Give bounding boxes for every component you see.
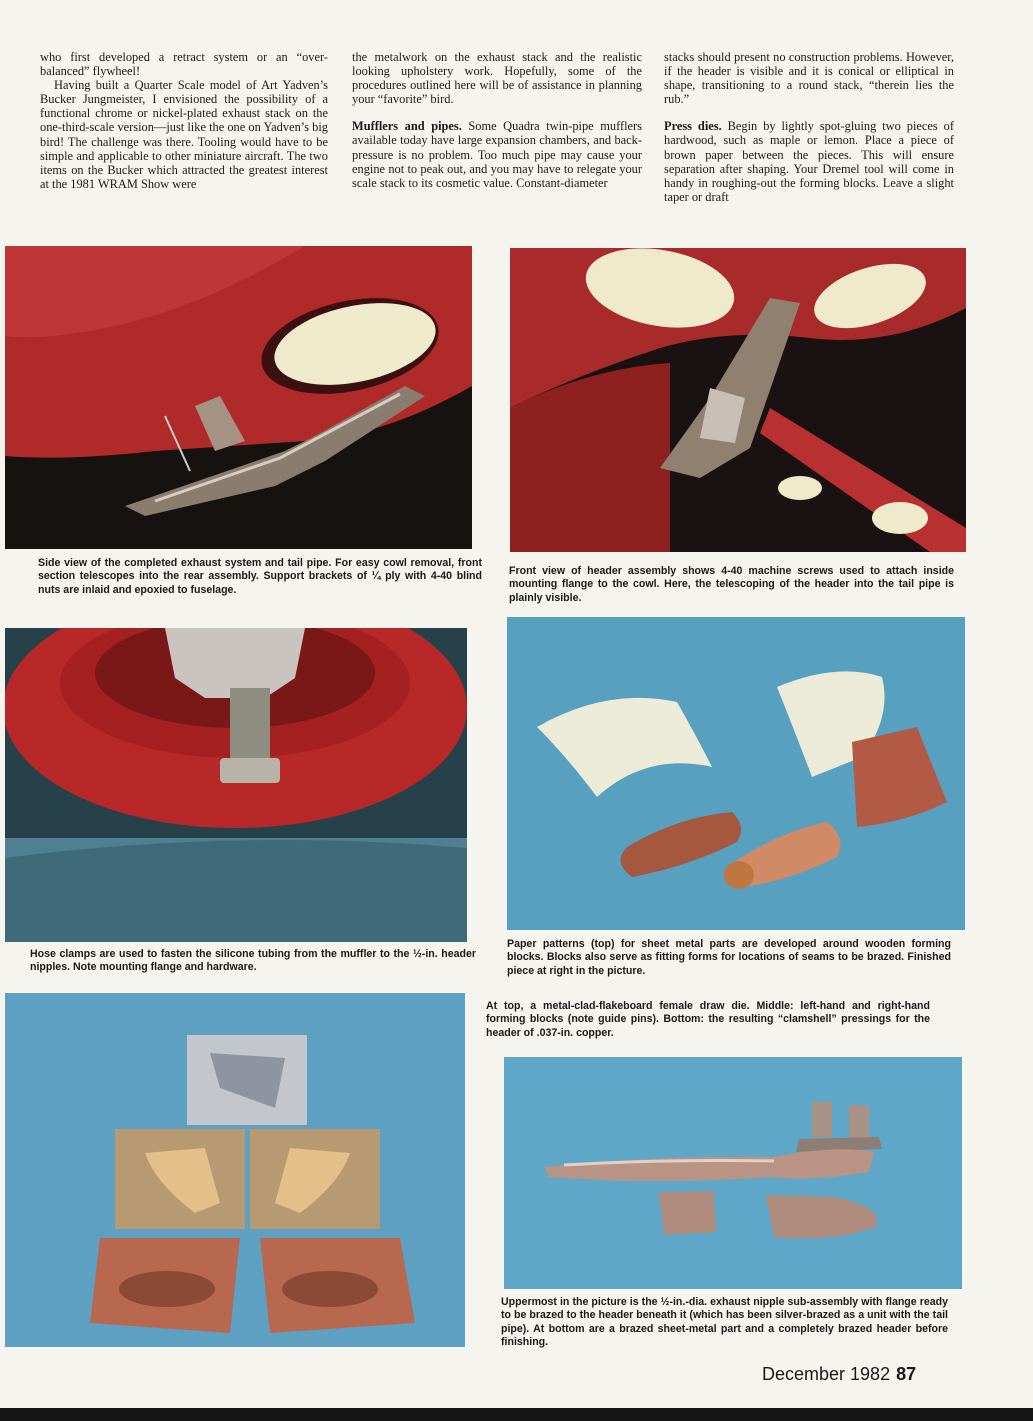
text-column-1 (40, 50, 328, 191)
page-edge (0, 1408, 1033, 1421)
text-column-2 (352, 50, 642, 190)
caption-paper-patterns: Paper patterns (top) for sheet metal parts are developed around wooden forming blocks. Blocks also serve as fitting forms for locations of seams to be brazed. Finished piece at right in the picture. (507, 938, 951, 977)
section-heading: Mufflers and pipes. (352, 119, 462, 134)
caption-front-view: Front view of header assembly shows 4-40 machine screws used to attach inside mounting flange to the cowl. Here, the telescoping of the header into the tail pipe is plainly visible. (509, 565, 954, 604)
photo-draw-die (5, 993, 465, 1347)
caption-draw-die: At top, a metal-clad-flakeboard female draw die. Middle: left-hand and right-hand forming blocks (note guide pins). Bottom: the resulting “clamshell” pressings for the header of .037-in. copper. (486, 1000, 930, 1039)
photo-hose-clamps (5, 628, 467, 942)
text-column-3 (664, 50, 954, 204)
paragraph: the metalwork on the exhaust stack and the realistic looking upholstery work. Hopefully, some of the procedures outlined here will be of assistance in planning your “favorite” bird. (352, 50, 642, 107)
page-number: 87 (896, 1364, 917, 1384)
caption-exhaust-nipple: Uppermost in the picture is the ½-in.-dia. exhaust nipple sub-assembly with flange ready to be brazed to the header beneath it (which has been silver-brazed as a unit with the tail pipe). At bottom are a brazed sheet-metal part and a completely brazed header before finishing. (501, 1296, 948, 1349)
issue-date: December 1982 (762, 1364, 891, 1384)
paragraph: stacks should present no construction problems. However, if the header is visible and it is conical or elliptical in shape, transitioning to a round stack, “therein lies the rub.” (664, 50, 954, 107)
section-heading: Press dies. (664, 119, 722, 134)
page-footer (762, 1364, 916, 1385)
paragraph: Having built a Quarter Scale model of Art Yadven’s Bucker Jungmeister, I envisioned the possibility of a functional chrome or nickel-plated exhaust stack on the one-third-scale version—just like the one on Yadven’s big bird! The challenge was there. Tooling would have to be simple and applicable to other miniature aircraft. The two items on the Bucker which attracted the greatest interest at the 1981 WRAM Show were (40, 78, 328, 191)
photo-exhaust-nipple (504, 1057, 962, 1289)
caption-hose-clamps: Hose clamps are used to fasten the silicone tubing from the muffler to the ½-in. header nipples. Note mounting flange and hardware. (30, 948, 476, 974)
photo-paper-patterns (507, 617, 965, 930)
paragraph: who first developed a retract system or an “over-balanced” flywheel! (40, 50, 328, 79)
caption-side-view: Side view of the completed exhaust system and tail pipe. For easy cowl removal, front section telescopes into the rear assembly. Support brackets of ¼ ply with 4-40 blind nuts are inlaid and epoxied to fuselage. (38, 557, 482, 596)
paragraph-text: Begin by lightly spot-gluing two pieces of hardwood, such as maple or lemon. Place a piece of brown paper between the pieces. This will ensure separation after shaping. Your Dremel tool will come in handy in roughing-out the forming blocks. Leave a slight taper or draft (664, 119, 955, 204)
paragraph-text: Some Quadra twin-pipe mufflers available today have large expansion chambers, and back-pressure is no problem. Too much pipe may cause your engine not to peak out, and you may have to relegate your scale stack to its cosmetic value. Constant-diameter (352, 119, 642, 190)
photo-side-view (5, 246, 472, 549)
photo-front-view (510, 248, 966, 552)
paragraph (352, 119, 642, 189)
paragraph (664, 119, 954, 204)
